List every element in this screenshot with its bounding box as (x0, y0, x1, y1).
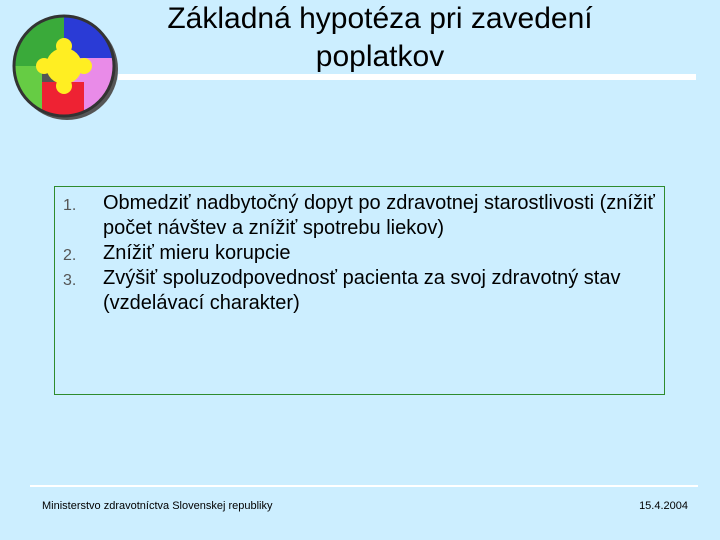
puzzle-logo-icon (10, 12, 122, 124)
footer-organization: Ministerstvo zdravotníctva Slovenskej republiky (42, 500, 273, 512)
content-box (54, 186, 665, 395)
list-item (55, 266, 655, 316)
title-divider (118, 74, 696, 80)
list-item (55, 241, 655, 266)
list-item-text: Obmedziť nadbytočný dopyt po zdravotnej starostlivosti (znížiť počet návštev a znížiť spotrebu liekov) (103, 192, 655, 239)
list-item-number: 1. (63, 197, 77, 214)
footer-date: 15.4.2004 (639, 500, 688, 512)
list-item-number: 2. (63, 247, 77, 264)
slide-title: Základná hypotéza pri zavedení poplatkov (167, 2, 593, 73)
list-item (55, 191, 655, 241)
hypothesis-list (55, 191, 655, 316)
list-item-text: Zvýšiť spoluzodpovednosť pacienta za svoj zdravotný stav (vzdelávací charakter) (103, 267, 621, 314)
footer-divider (30, 485, 698, 487)
list-item-number: 3. (63, 272, 77, 289)
list-item-text: Znížiť mieru korupcie (103, 242, 291, 264)
